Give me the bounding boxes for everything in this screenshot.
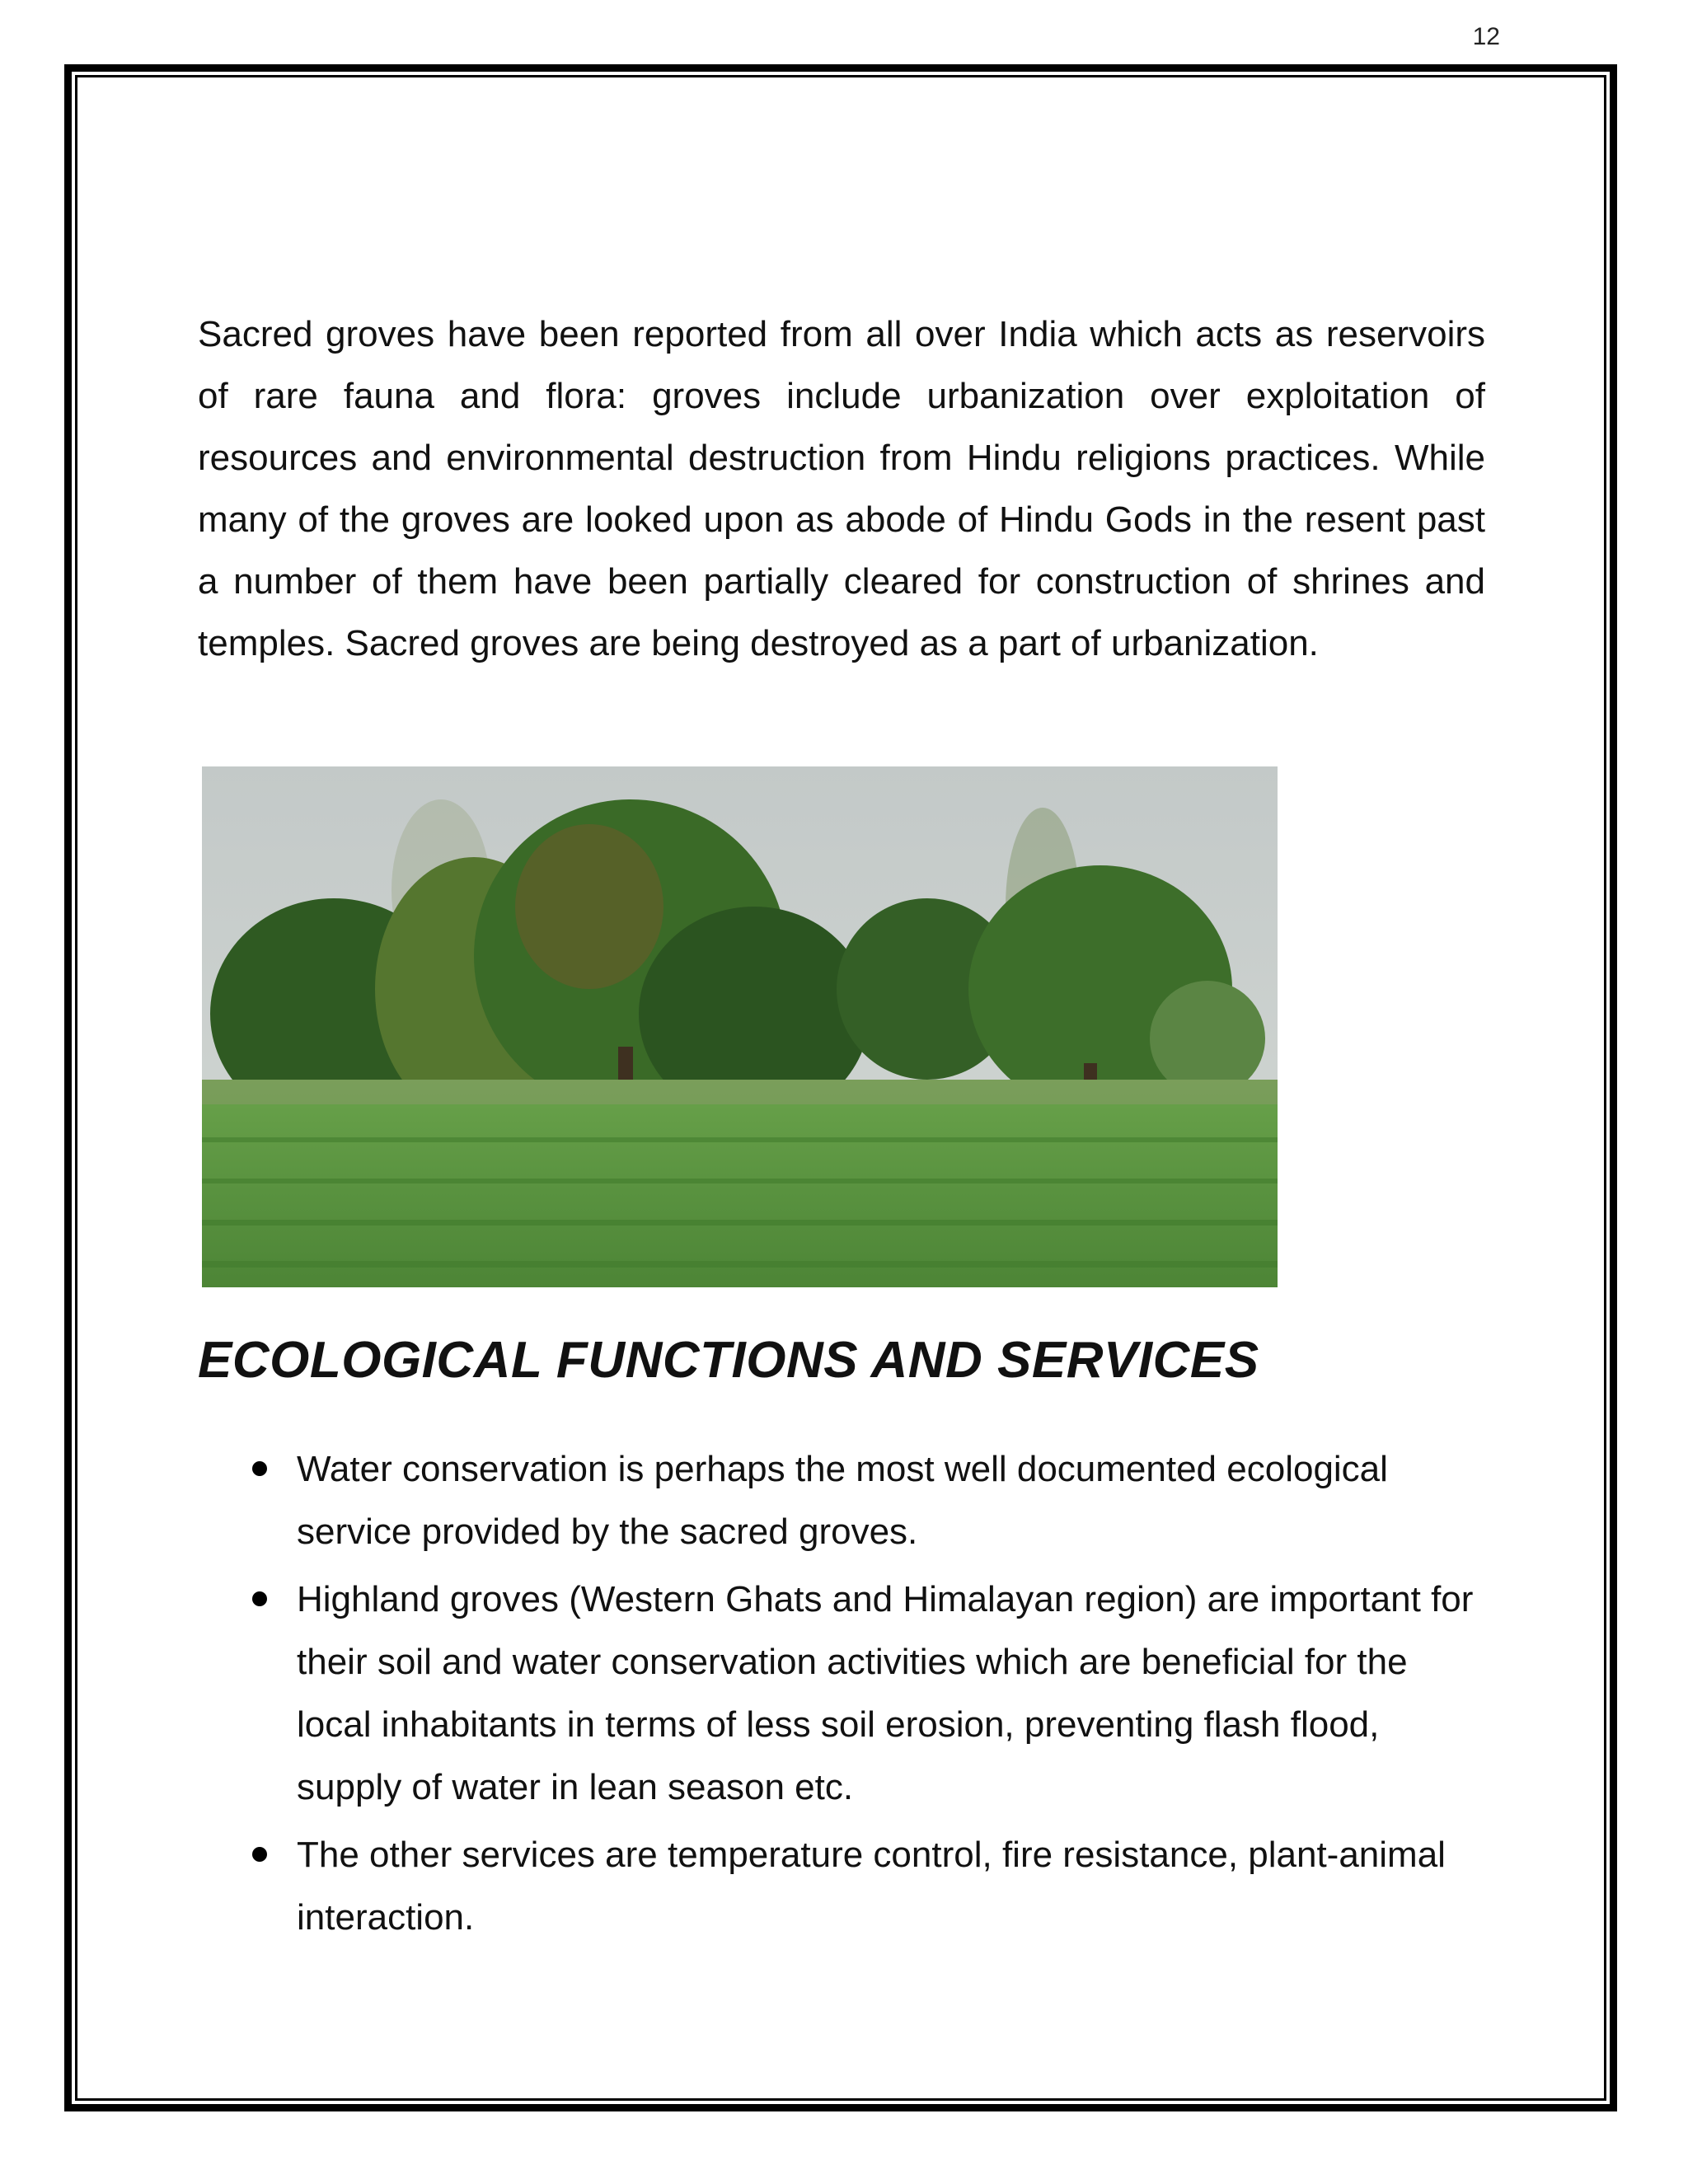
list-item <box>247 1438 1484 1563</box>
section-heading: ECOLOGICAL FUNCTIONS AND SERVICES <box>198 1332 1259 1389</box>
page-number: 12 <box>1472 23 1500 50</box>
ecological-services-list <box>247 1438 1484 1954</box>
bullet-icon <box>252 1461 267 1476</box>
intro-paragraph: Sacred groves have been reported from all over India which acts as reservoirs of rare fauna and flora: groves include urbanization over exploitation of resources and environmental destruction from Hindu religions practices. While many of the groves are looked upon as abode of Hindu Gods in the resent past a number of them have been partially cleared for construction of shrines and temples. Sacred groves are being destroyed as a part of urbanization. <box>198 314 1485 663</box>
bullet-icon <box>252 1591 267 1606</box>
list-item-text: The other services are temperature control, fire resistance, plant-animal interaction. <box>297 1835 1446 1938</box>
list-item <box>247 1568 1484 1819</box>
list-item <box>247 1824 1484 1949</box>
list-item-text: Water conservation is perhaps the most well documented ecological service provided by the sacred groves. <box>297 1449 1388 1552</box>
sacred-grove-photo <box>202 766 1278 1287</box>
bullet-icon <box>252 1847 267 1862</box>
list-item-text: Highland groves (Western Ghats and Himalayan region) are important for their soil and water conservation activities which are beneficial for the local inhabitants in terms of less soil erosion, preventing flash flood, supply of water in lean season etc. <box>297 1579 1474 1807</box>
